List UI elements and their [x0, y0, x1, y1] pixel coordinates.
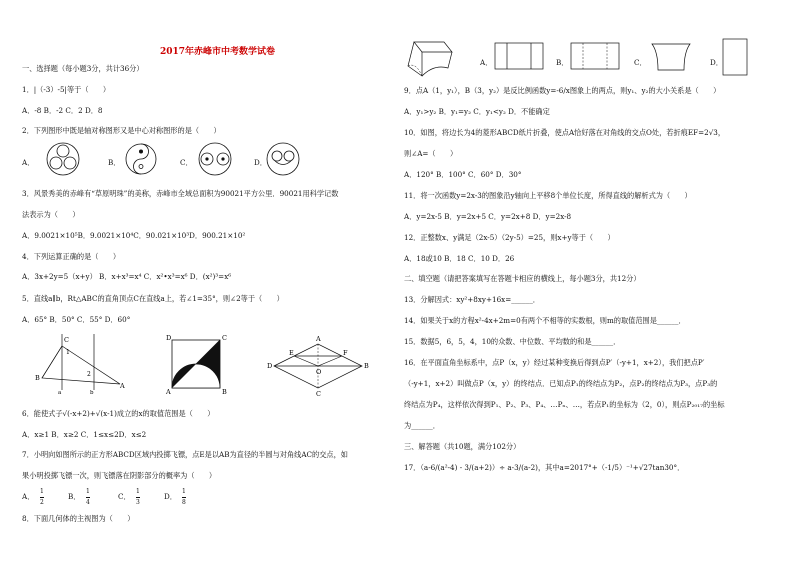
question-5-options: A．65° B．50° C．55° D．60°	[22, 315, 131, 324]
section-heading-fill-in: 二、填空题（请把答案填写在答题卡相应的横线上，每小题3分，共12分）	[404, 274, 641, 283]
question-13: 13．分解因式：xy²+8xy+16x=______．	[404, 295, 540, 304]
q7-d-den: 8	[182, 499, 186, 506]
question-2: 2．下列图形中既是轴对称图形又是中心对称图形的是（ ）	[22, 126, 221, 135]
label-e: E	[289, 349, 294, 357]
question-6: 6．能使式子√(-x+2)+√(x-1)成立的x的取值范围是（ ）	[22, 409, 215, 418]
question-16-line-2: （-y+1，x+2）叫做点P（x，y）的终结点．已知点P₁的终结点为P₂，点P₂的终结点为P₃，点P₃的	[404, 379, 718, 388]
q2-figure-b	[124, 143, 158, 175]
label-c3: C	[316, 390, 321, 398]
q7-b-num: 1	[86, 488, 90, 495]
label-line-a: a	[58, 390, 62, 396]
label-c: C	[64, 336, 69, 344]
question-15: 15．数据5，6，5，4，10的众数、中位数、平均数的和是______．	[404, 337, 621, 346]
q8-option-c-label: C．	[634, 58, 647, 67]
question-3-line-2: 法表示为（ ）	[22, 210, 80, 219]
q7-square-figure	[166, 334, 228, 396]
question-9-options: A．y₁>y₂ B．y₁=y₂ C．y₁<y₂ D．不能确定	[404, 107, 550, 116]
q2-figure-a	[46, 142, 80, 176]
q7-a-den: 2	[40, 499, 44, 506]
q8-option-d-label: D．	[710, 58, 723, 67]
q2-option-a-label: A．	[22, 158, 35, 167]
label-d: D	[166, 334, 172, 342]
question-5: 5．直线a∥b，Rt△ABC的直角顶点C在直线a上，若∠1=35°，则∠2等于（ ）	[22, 294, 284, 303]
question-16-line-3: 终结点为P₄，这样依次得到P₁、P₂、P₃、P₄、…Pₙ、…，若点P₁的坐标为（2，0），则点P₂₀₁₇的坐标	[404, 400, 725, 409]
q2-option-d-label: D．	[254, 158, 267, 167]
label-a: A	[120, 382, 125, 390]
question-9: 9．点A（1，y₁），B（3，y₂）是反比例函数y=-6/x图象上的两点，则y₁、y₂的大小关系是（ ）	[404, 86, 721, 95]
section-heading-answer: 三、解答题（共10题，满分102分）	[404, 442, 521, 451]
question-10-options: A．120° B．100° C．60° D．30°	[404, 170, 522, 179]
question-3-line-1: 3．风景秀美的赤峰有“草原明珠”的美称，赤峰市全域总面积为90021平方公里．90021用科学记数	[22, 189, 339, 198]
label-b2: B	[222, 388, 227, 396]
q5-triangle-figure	[34, 332, 134, 396]
q8-view-b	[570, 42, 622, 72]
question-1: 1．|（-3）-5|等于（ ）	[22, 85, 111, 94]
q8-view-c	[648, 42, 694, 74]
q7-option-d: D．	[164, 492, 177, 501]
question-7-line-1: 7．小明向如图所示的正方形ABCD区域内投掷飞镖，点E是以AB为直径的半圆与对角线AC的交点，如	[22, 450, 348, 459]
question-14: 14．如果关于x的方程x²-4x+2m=0有两个不相等的实数根，则m的取值范围是______．	[404, 316, 686, 325]
q2-option-b-label: B．	[108, 158, 121, 167]
label-a3: A	[316, 335, 321, 343]
label-angle-2: 2	[87, 371, 91, 378]
question-3-options: A．9.0021×10⁵B．9.0021×10⁴C．90.021×10³D．900.21×10²	[22, 231, 246, 240]
q7-a-num: 1	[40, 488, 44, 495]
label-f: F	[343, 349, 348, 357]
label-a2: A	[166, 388, 171, 396]
q7-option-a: A．	[22, 492, 35, 501]
q8-view-a	[494, 42, 546, 72]
question-12-options: A．18或10 B．18 C．10 D．26	[404, 254, 515, 263]
q7-c-den: 3	[136, 499, 140, 506]
q7-d-num: 1	[182, 488, 186, 495]
q8-option-a-label: A．	[480, 58, 493, 67]
question-17: 17．（a-6/(a²-4) - 3/(a+2)）÷ a-3/(a-2)，其中a=2017°+（-1/5）⁻¹+√27tan30°．	[404, 463, 685, 472]
question-10-line-1: 10．如图，将边长为4的菱形ABCD纸片折叠，使点A恰好落在对角线的交点O处，若折痕EF=2√3，	[404, 128, 726, 137]
question-8: 8．下面几何体的主视图为（ ）	[22, 514, 135, 523]
label-b3: B	[364, 362, 369, 370]
question-7-line-2: 果小明投掷飞镖一次，则飞镖落在阴影部分的概率为（ ）	[22, 471, 217, 480]
q2-option-c-label: C．	[180, 158, 193, 167]
question-11-options: A．y=2x-5 B．y=2x+5 C．y=2x+8 D．y=2x-8	[404, 212, 572, 221]
q7-option-c: C．	[118, 492, 131, 501]
question-16-line-4: 为______．	[404, 421, 440, 430]
label-d3: D	[267, 362, 273, 370]
q10-rhombus-figure	[266, 334, 372, 396]
q7-c-num: 1	[136, 488, 140, 495]
q2-figure-d	[266, 142, 300, 176]
question-10-line-2: 则∠A=（ ）	[404, 149, 458, 158]
label-angle-1: 1	[66, 349, 70, 356]
question-4-options: A．3x+2y=5（x+y） B．x+x³=x⁴ C．x²•x³=x⁶ D．(x²)³=x⁶	[22, 272, 232, 281]
label-line-b: b	[90, 390, 94, 396]
question-4: 4．下列运算正确的是（ ）	[22, 252, 121, 261]
q2-figure-c	[194, 142, 236, 176]
question-11: 11．将一次函数y=2x-3的图象沿y轴向上平移8个单位长度，所得直线的解析式为（ ）	[404, 191, 692, 200]
section-heading-choice: 一、选择题（每小题3分，共计36分）	[22, 64, 144, 73]
q7-b-den: 4	[86, 499, 90, 506]
label-b: B	[35, 374, 40, 382]
question-16-line-1: 16．在平面直角坐标系中，点P（x，y）经过某种变换后得到点P′（-y+1，x+2），我们把点P′	[404, 358, 705, 367]
question-1-options: A．-8 B．-2 C．2 D．8	[22, 106, 103, 115]
label-c2: C	[222, 334, 227, 342]
label-o: O	[316, 368, 322, 376]
q8-solid-figure	[404, 36, 454, 80]
page-title: 2017年赤峰市中考数学试卷	[160, 47, 276, 57]
question-6-options: A．x≥1 B．x≥2 C．1≤x≤2D．x≤2	[22, 430, 147, 439]
q8-view-d	[722, 38, 750, 78]
q7-option-b: B．	[68, 492, 81, 501]
question-12: 12．正整数x、y满足（2x-5）（2y-5）=25，则x+y等于（ ）	[404, 233, 615, 242]
q8-option-b-label: B．	[556, 58, 569, 67]
